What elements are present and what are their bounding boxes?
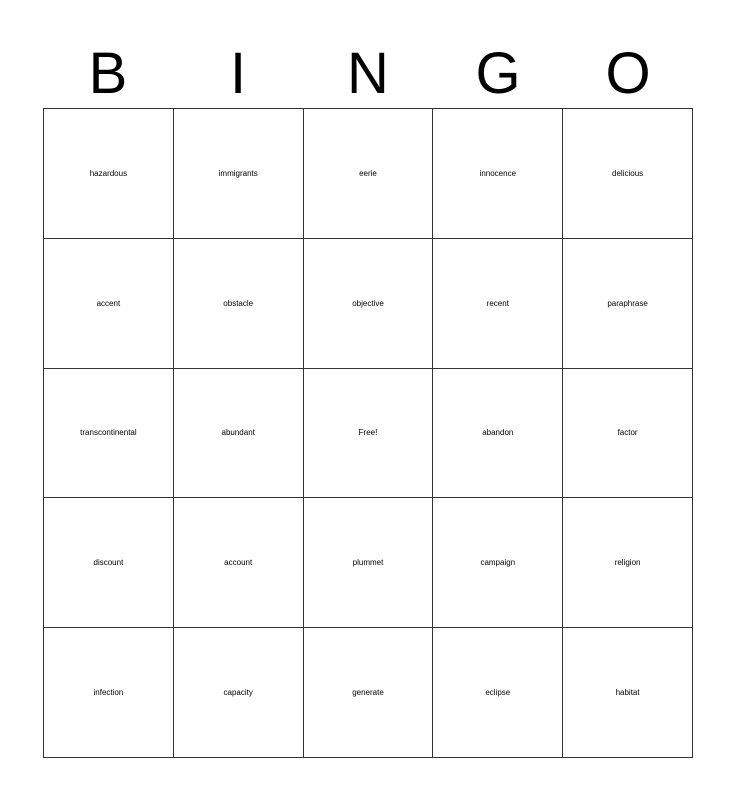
bingo-cell: account bbox=[174, 498, 304, 628]
bingo-cell: campaign bbox=[433, 498, 563, 628]
bingo-cell: discount bbox=[44, 498, 174, 628]
bingo-cell: innocence bbox=[433, 109, 563, 239]
bingo-cell: abandon bbox=[433, 369, 563, 499]
bingo-cell: factor bbox=[563, 369, 693, 499]
bingo-header bbox=[43, 40, 693, 108]
bingo-cell: obstacle bbox=[174, 239, 304, 369]
bingo-cell: hazardous bbox=[44, 109, 174, 239]
bingo-cell: generate bbox=[304, 628, 434, 758]
bingo-cell: abundant bbox=[174, 369, 304, 499]
bingo-board bbox=[43, 108, 693, 758]
bingo-cell: delicious bbox=[563, 109, 693, 239]
bingo-cell: plummet bbox=[304, 498, 434, 628]
header-letter-b: B bbox=[88, 41, 128, 106]
header-letter-g: G bbox=[475, 41, 521, 106]
bingo-cell: infection bbox=[44, 628, 174, 758]
bingo-cell: transcontinental bbox=[44, 369, 174, 499]
bingo-cell: habitat bbox=[563, 628, 693, 758]
bingo-cell: eerie bbox=[304, 109, 434, 239]
bingo-cell: eclipse bbox=[433, 628, 563, 758]
bingo-cell: immigrants bbox=[174, 109, 304, 239]
bingo-cell: capacity bbox=[174, 628, 304, 758]
header-letter-o: O bbox=[605, 41, 651, 106]
header-letter-i: I bbox=[229, 41, 247, 106]
header-letter-n: N bbox=[347, 41, 389, 106]
bingo-cell: paraphrase bbox=[563, 239, 693, 369]
bingo-cell: religion bbox=[563, 498, 693, 628]
bingo-cell: objective bbox=[304, 239, 434, 369]
bingo-cell: recent bbox=[433, 239, 563, 369]
bingo-cell: Free! bbox=[304, 369, 434, 499]
bingo-cell: accent bbox=[44, 239, 174, 369]
